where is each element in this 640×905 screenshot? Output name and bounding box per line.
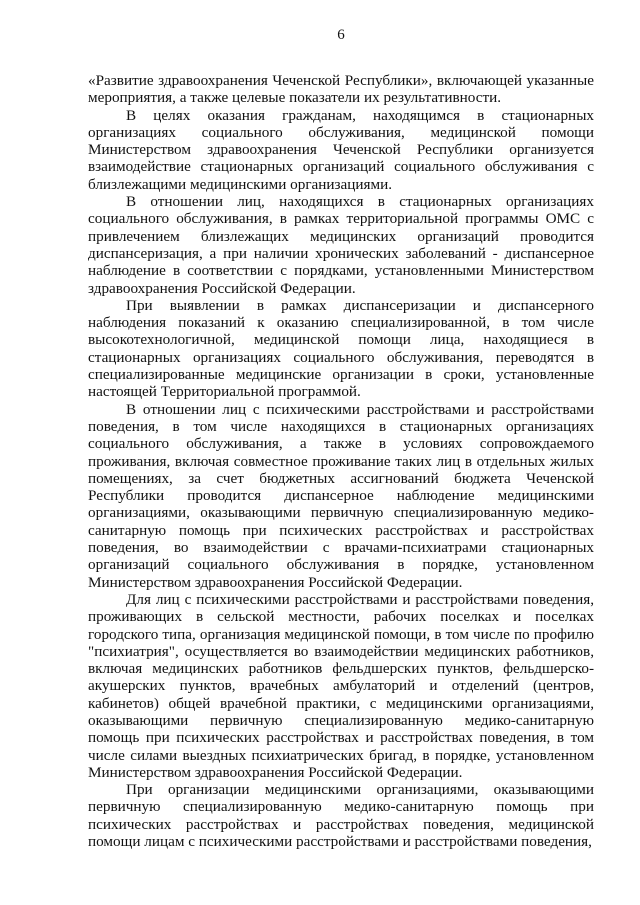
paragraph-3: В отношении лиц, находящихся в стационарных организациях социального обслуживания, в рамках территориальной программы ОМС с привлечением близлежащих медицинских организаций проводится диспансеризация, а при наличии хронических заболеваний - диспансерное наблюдение в соответствии с порядками, установленными Министерством здравоохранения Российской Федерации. <box>88 193 594 297</box>
paragraph-7: При организации медицинскими организациями, оказывающими первичную специализированную медико-санитарную помощь при психических расстройствах и расстройствах поведения, медицинской помощи лицам с психическими расстройствами и расстройствами поведения, <box>88 781 594 851</box>
document-body <box>88 72 594 850</box>
paragraph-1: «Развитие здравоохранения Чеченской Республики», включающей указанные мероприятия, а также целевые показатели их результативности. <box>88 72 594 107</box>
paragraph-5: В отношении лиц с психическими расстройствами и расстройствами поведения, в том числе находящихся в стационарных организациях социального обслуживания, а также в условиях сопровождаемого проживания, включая совместное проживание таких лиц в отдельных жилых помещениях, за счет бюджетных ассигнований бюджета Чеченской Республики проводится диспансерное наблюдение медицинскими организациями, оказывающими первичную специализированную медико-санитарную помощь при психических расстройствах и расстройствах поведения, во взаимодействии с врачами-психиатрами стационарных организаций социального обслуживания в порядке, установленном Министерством здравоохранения Российской Федерации. <box>88 400 594 591</box>
paragraph-4: При выявлении в рамках диспансеризации и диспансерного наблюдения показаний к оказанию специализированной, в том числе высокотехнологичной, медицинской помощи лица, находящиеся в стационарных организациях социального обслуживания, переводятся в специализированные медицинские организации в сроки, установленные настоящей Территориальной программой. <box>88 296 594 401</box>
paragraph-6: Для лиц с психическими расстройствами и расстройствами поведения, проживающих в сельской местности, рабочих поселках и поселках городского типа, организация медицинской помощи, в том числе по профилю "психиатрия", осуществляется во взаимодействии медицинских работников, включая медицинских работников фельдшерских пунктов, фельдшерско-акушерских пунктов, врачебных амбулаторий и отделений (центров, кабинетов) общей врачебной практики, с медицинскими организациями, оказывающими первичную специализированную медико-санитарную помощь при психических расстройствах и расстройствах поведения, в том числе силами выездных психиатрических бригад, в порядке, установленном Министерством здравоохранения Российской Федерации. <box>88 590 594 781</box>
page-number: 6 <box>337 27 345 43</box>
paragraph-2: В целях оказания гражданам, находящимся в стационарных организациях социального обслуживания, медицинской помощи Министерством здравоохранения Чеченской Республики организуется взаимодействие стационарных организаций социального обслуживания с близлежащими медицинскими организациями. <box>88 106 594 193</box>
